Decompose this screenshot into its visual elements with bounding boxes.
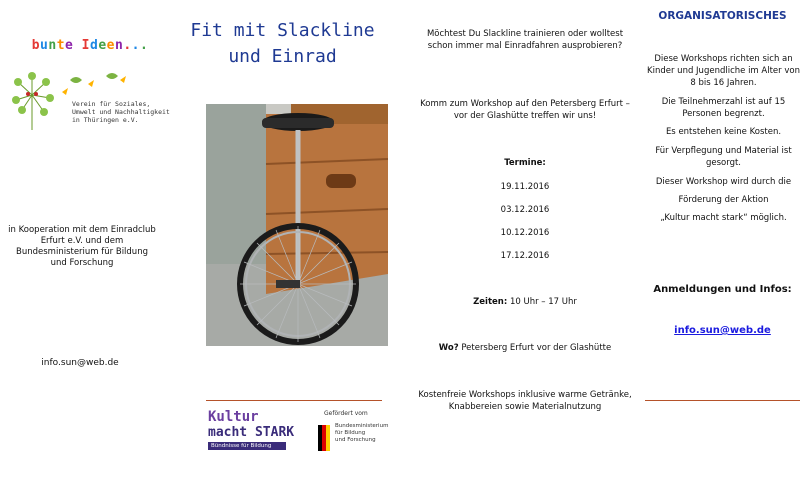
left-panel: [0, 0, 170, 480]
dates-heading: Termine:: [504, 158, 546, 168]
info-item: Es entstehen keine Kosten.: [665, 127, 782, 137]
title-panel: [160, 0, 405, 480]
brand-letter: .: [123, 38, 132, 53]
cooperation-text: in Kooperation mit dem Einradclub Erfurt e.V. und dem Bundesministerium für Bildung und Forschung: [8, 225, 156, 268]
date-item: 03.12.2016: [500, 205, 550, 215]
brand-letter: .: [139, 38, 149, 53]
brand-letter: e: [65, 38, 74, 53]
free-note: Kostenfreie Workshops inklusive warme Getränke, Knabbereien sowie Materialnutzung: [418, 390, 632, 412]
flyer-title: [160, 18, 405, 70]
location-value: Petersberg Erfurt vor der Glashütte: [461, 343, 612, 353]
title-line: und Einrad: [228, 46, 337, 67]
time-label: Zeiten:: [473, 297, 508, 307]
brand-letter: n: [114, 38, 124, 53]
info-item: Für Verpflegung und Material ist gesorgt.: [655, 146, 792, 168]
brand-letter: e: [98, 38, 107, 53]
info-item: Dieser Workshop wird durch die: [655, 177, 792, 187]
title-line: Fit mit Slackline: [190, 20, 375, 41]
info-item: Diese Workshops richten sich an Kinder und Jugendliche im Alter von 8 bis 16 Jahren.: [647, 54, 800, 88]
association-line: Umwelt und Nachhaltigkeit: [72, 108, 170, 116]
date-item: 17.12.2016: [500, 251, 550, 261]
info-panel: [405, 0, 645, 480]
association-logo: [10, 70, 170, 140]
brand-letter: n: [48, 38, 57, 53]
divider: [645, 400, 800, 401]
divider: [206, 400, 382, 401]
info-item: Die Teilnehmerzahl ist auf 15 Personen begrenzt.: [661, 97, 786, 119]
organisational-panel: [645, 0, 800, 480]
logo-line: Kultur: [208, 409, 259, 425]
time-value: 10 Uhr – 17 Uhr: [509, 297, 577, 307]
brand-letter: [73, 38, 81, 53]
association-line: in Thüringen e.V.: [72, 116, 139, 124]
brand-letter: u: [40, 38, 49, 53]
bmbf-logo: [318, 410, 398, 465]
date-item: 10.12.2016: [500, 228, 550, 238]
brand-letter: t: [56, 38, 66, 53]
brand-letter: b: [31, 38, 41, 53]
signup-email-link[interactable]: info.sun@web.de: [674, 325, 771, 336]
brand-letter: I: [81, 38, 90, 53]
brand-wordmark: [0, 38, 180, 53]
logo-line: macht STARK: [208, 425, 295, 440]
ministry-line: für Bildung: [335, 430, 366, 436]
signup-heading: Anmeldungen und Infos:: [653, 284, 792, 295]
location-info: [415, 342, 635, 354]
contact-email[interactable]: info.sun@web.de: [41, 358, 119, 368]
brand-letter: e: [106, 38, 115, 53]
info-item: „Kultur macht stark“ möglich.: [660, 213, 787, 223]
funded-by-label: Gefördert vom: [324, 410, 368, 417]
logo-subline: Bündnisse für Bildung: [208, 442, 286, 450]
intro-text: Möchtest Du Slackline trainieren oder wolltest schon immer mal Einradfahren ausprobieren?: [426, 29, 624, 51]
ministry-line: Bundesministerium: [335, 423, 389, 429]
info-item: Förderung der Aktion: [678, 195, 769, 205]
location-label: Wo?: [438, 343, 459, 353]
association-name: [72, 100, 170, 124]
date-item: 19.11.2016: [500, 182, 550, 192]
time-info: [415, 296, 635, 308]
brand-letter: .: [131, 38, 140, 53]
federal-eagle-icon: [318, 423, 332, 453]
association-line: Verein für Soziales,: [72, 100, 151, 108]
section-heading: ORGANISATORISCHES: [658, 10, 787, 22]
invite-text: Komm zum Workshop auf den Petersberg Erfurt – vor der Glashütte treffen wir uns!: [420, 99, 630, 121]
kultur-macht-stark-logo: [208, 410, 298, 460]
unicycle-photo: [206, 104, 388, 346]
ministry-line: und Forschung: [335, 437, 376, 443]
brand-letter: d: [90, 38, 99, 53]
